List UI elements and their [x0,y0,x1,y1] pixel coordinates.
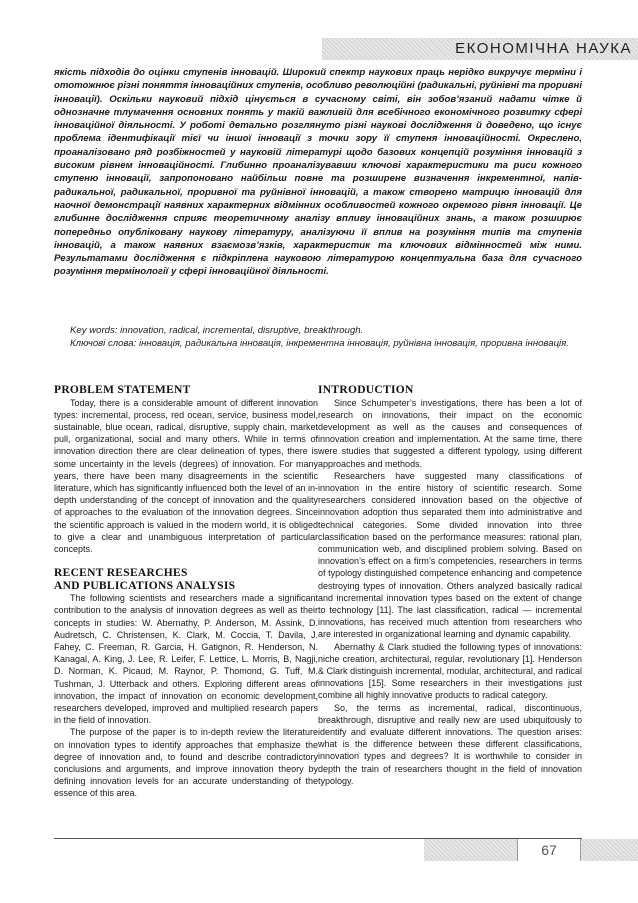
recent-researches-heading-line2: AND PUBLICATIONS ANALYSIS [54,579,236,592]
keywords-block [54,324,582,351]
recent-researches-heading-line1: RECENT RESEARCHES [54,567,188,580]
footer-band [424,839,638,861]
header-band [322,38,638,60]
introduction-paragraph: So, the terms as incremental, radical, discontinuous, breakthrough, disruptive and really new are used ubiquitously to identify and evaluate different innovations. The question arises: what is the difference between these different classifications, innovation types and degrees? It is worthwhile to consider in depth the train of researchers thought in the field of innovation typology. [318,702,582,786]
page-number: 67 [517,839,581,861]
introduction-paragraph: Researchers have suggested many classifications of innovation in the entire history of scientific research. Some researchers considered innovation based on the objective of innovation adoption thus separated them into administrative and technical categories. Some divided innovation into three classification based on the performance measures: rational plan, communication web, and disciplined problem solving. Based on innovation’s effect on a firm’s competencies, researchers in terms of typology distinguished competence enhancing and competence destroying types of innovation. Others analyzed basically radical and incremental innovation types based on the extent of change to technology [11]. The last classification, radical — incremental innovations, has received much attention from researchers who are interested in organizational learning and dynamic capability. [318,470,582,640]
section-title: ЕКОНОМІЧНА НАУКА [455,40,632,57]
left-column [54,384,318,800]
introduction-heading: INTRODUCTION [318,384,414,396]
recent-researches-paragraph: The following scientists and researchers made a significant contribution to the analysis of innovation degrees as well as their concepts in studies: W. Abernathy, P. Anderson, M. Assink, D. Audretsch, C. Christensen, K. Clark, M. Coccia, T. Davila, J. Fahey, C. Freeman, R. Garcia, H. Gatignon, R. Henderson, N. Kanagal, A. King, J. Lee, R. Leifer, F. Lettice, L. Morris, B, Nagji, D. Norman, K. Picaud, M. Raynor, P. Thomond, G. Tuff, M. Tushman, J. Utterback and others. Exploring different areas of innovation, the impact of innovation on economic development, researchers developed, improved and multiplied research papers in the field of innovation. [54,593,318,726]
problem-statement-heading: PROBLEM STATEMENT [54,384,191,396]
abstract-ukrainian: якість підходів до оцінки ступенів інновацій. Широкий спектр наукових праць нерідко викручує терміни і ототожнює різні поняття інноваційних ступенів, особливо революційні (радикальні, руйнівні та проривні інновації). Оскільки науковий підхід цінується в сучасному світі, він зобов’язаний надати чітке й однозначне тлумачення основних понять у такій важливій для всебічного економічного розвитку сфері інноваційної діяльності. У роботі детально розглянуто різні наукові дослідження й доведено, що існує проблема ідентифікації тієї чи іншої інновації з точки зору її ступеня інноваційності. Окреслено, проаналізовано ряд розбіжностей у науковій літературі щодо базових концепцій розуміння інновацій з високим рівнем інноваційності. Глибинно проаналізувавши ключові характеристики та риси кожного ступеню інновації, запропоновано найбільш повне та розширене визначення інкрементної, напів-радикальної, радикальної, проривної та руйнівної інновацій, а також створено матрицю інновацій для наочної демонстрації наявних характерних відмінних особливостей кожного окремого рівня інновації. Це глибинне дослідження сприяє теоретичному аналізу впливу інноваційних знань, а також розширює попередньо опубліковану наукову літературу, аналізуючи її вплив на розуміння типів та ступенів інновацій, а також наявних взаємозв’язків, характеристик та ключових відмінностей між ними. Результатами дослідження є підкріплена науковою літературою концептуальна база для сучасного розуміння термінології у сфері інноваційної діяльності. [54,67,582,278]
problem-statement-paragraph: Today, there is a considerable amount of different innovation types: incremental, process, red ocean, service, business model, sustainable, blue ocean, radical, disruptive, supply chain, market pull, organizational, social and many others. While in terms of innovation direction there are clear delineation of types, there is some uncertainty in the levels (degrees) of innovation. For many years, there have been many disagreements in the scientific literature, which has significantly influenced both the level of an in-depth understanding of the concept of innovation and the quality of approaches to the evaluation of the innovation degrees. Since the scientific approach is valued in the modern world, it is obliged to give a clear and unambiguous interpretation of particular concepts. [54,397,318,554]
keywords-ukrainian: Ключові слова: інновація, радикальна інновація, інкрементна інновація, руйнівна інновація, проривна інновація. [70,338,569,350]
introduction-paragraph: Abernathy & Clark studied the following types of innovations: niche creation, architectural, regular, revolutionary [1]. Henderson & Clark distinguish incremental, modular, architectural, and radical innovations [15]. Some researchers in their investigations just combine all highly innovative products to radical category. [318,641,582,701]
right-column [318,384,582,787]
keywords-english: Key words: innovation, radical, incremental, disruptive, breakthrough. [70,325,364,336]
recent-researches-paragraph: The purpose of the paper is to in-depth review the literature on innovation types to identify approaches that emphasize the degree of innovation and, to found and describe contradictory conclusions and arguments, and improve innovation theory by defining innovation levels for an accurate understanding of the essence of this area. [54,727,318,799]
introduction-paragraph: Since Schumpeter’s investigations, there has been a lot of research on innovations, their impact on the economic development as well as the causes and consequences of innovation creation and implementation. At the same time, there were studies that suggested a different typology, using different approaches and methods. [318,397,582,469]
